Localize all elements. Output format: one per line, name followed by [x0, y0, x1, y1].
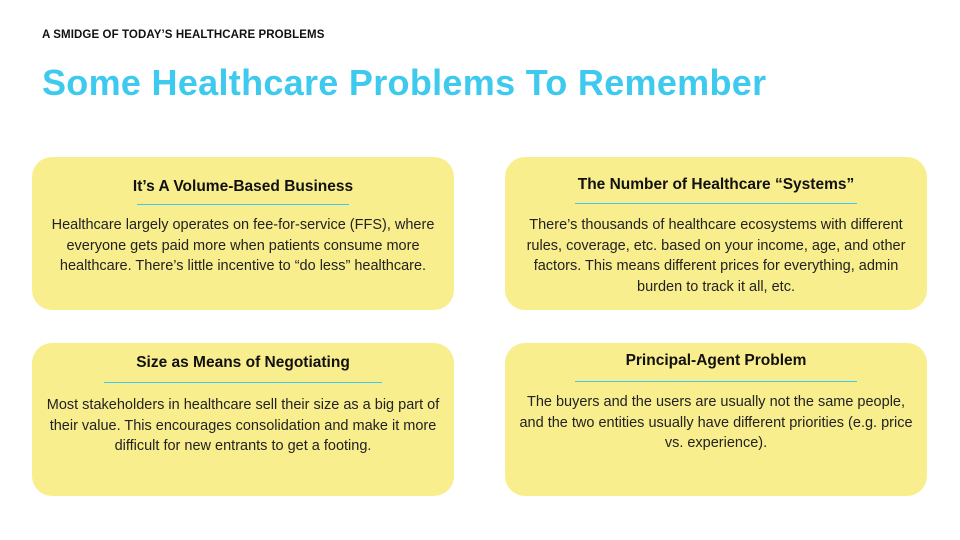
card-body: There’s thousands of healthcare ecosystems with different rules, coverage, etc. based on your income, age, and other factors. This means different prices for everything, admin burden to track it all, etc. — [526, 217, 906, 295]
card-body: The buyers and the users are usually not the same people, and the two entities usually have different priorities (e.g. price vs. experience). — [519, 394, 913, 451]
card-divider — [575, 381, 857, 382]
card-divider — [137, 204, 349, 205]
problem-card-volume-based — [32, 157, 454, 310]
card-heading: Size as Means of Negotiating — [136, 354, 350, 371]
card-heading: The Number of Healthcare “Systems” — [577, 176, 855, 193]
card-body: Most stakeholders in healthcare sell their size as a big part of their value. This encourages consolidation and make it more difficult for new entrants to get a footing. — [46, 397, 440, 454]
card-divider — [104, 382, 382, 383]
card-body: Healthcare largely operates on fee-for-service (FFS), where everyone gets paid more when patients consume more healthcare. There’s little incentive to “do less” healthcare. — [51, 217, 435, 274]
section-kicker: A SMIDGE OF TODAY’S HEALTHCARE PROBLEMS — [42, 29, 325, 41]
card-divider — [575, 203, 857, 204]
problem-card-principal-agent — [505, 343, 927, 496]
problem-card-healthcare-systems — [505, 157, 927, 310]
problem-card-size-negotiating — [32, 343, 454, 496]
page-title: Some Healthcare Problems To Remember — [42, 62, 767, 103]
card-heading: Principal-Agent Problem — [625, 352, 807, 369]
card-heading: It’s A Volume-Based Business — [132, 178, 354, 195]
